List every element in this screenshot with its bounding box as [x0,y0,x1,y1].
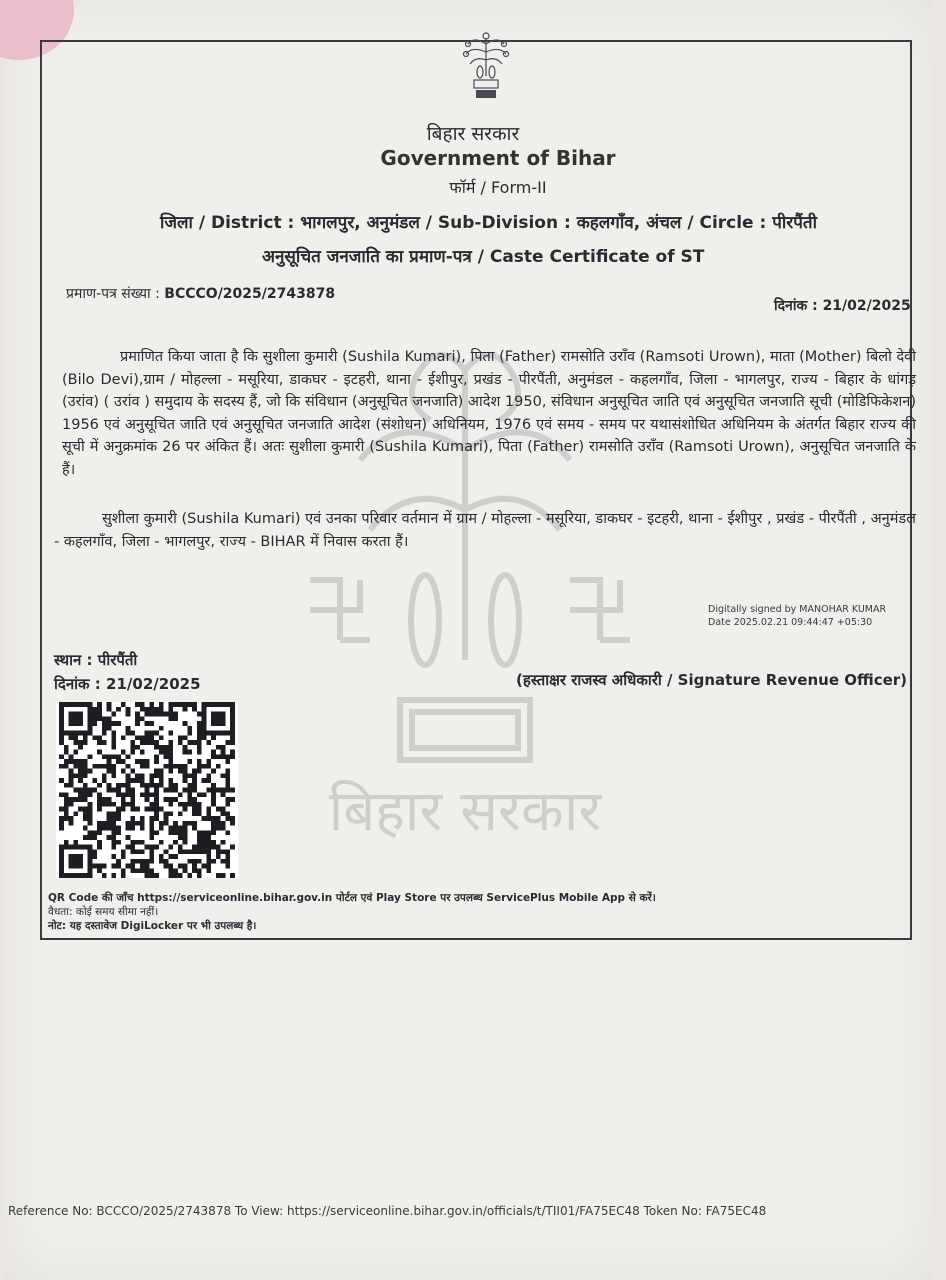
certificate-body-paragraph-2: सुशीला कुमारी (Sushila Kumari) एवं उनका परिवार वर्तमान में ग्राम / मोहल्ला - मसूरिया, डाकघर - इटहरी, थाना - ईशीपुर , प्रखंड - पीरपैंती , अनुमंडल - कहलगाँव, जिला - भागलपुर, राज्य - BIHAR में निवास करता हैं। [54,511,916,550]
certificate-number [66,284,335,303]
district-line: जिला / District : भागलपुर, अनुमंडल / Sub-Division : कहलगाँव, अंचल / Circle : पीरपैंती [160,213,817,233]
digilocker-note: नोट: यह दस्तावेज DigiLocker पर भी उपलब्ध है। [48,920,257,932]
watermark-text: बिहार सरकार [328,779,602,844]
issue-date [774,296,911,315]
officer-signature-label: (हस्ताक्षर राजस्व अधिकारी / Signature Revenue Officer) [516,671,908,689]
place [54,650,137,670]
signature-date-label: दिनांक : [54,675,101,693]
reference-line: Reference No: BCCCO/2025/2743878 To View: https://serviceonline.bihar.gov.in/officials/t/TII01/FA75EC48 Token No: FA75EC48 [8,1204,767,1218]
place-value: पीरपैंती [97,651,138,669]
place-label: स्थान : [54,651,93,669]
government-title: Government of Bihar [380,146,616,170]
signature-date [54,674,201,694]
digital-signature-signer: Digitally signed by MANOHAR KUMAR [708,604,887,615]
signature-date-value: 21/02/2025 [106,675,201,693]
validity-note: वैधता: कोई समय सीमा नहीं। [48,906,159,918]
state-name-hindi: बिहार सरकार [426,123,520,145]
certificate-title: अनुसूचित जनजाति का प्रमाण-पत्र / Caste Certificate of ST [262,247,705,267]
digital-signature-date: Date 2025.02.21 09:44:47 +05:30 [708,617,873,628]
certificate-number-value: BCCCO/2025/2743878 [164,286,336,302]
issue-date-label: दिनांक : [774,298,818,314]
certificate-body-paragraph-1: प्रमाणित किया जाता है कि सुशीला कुमारी (Sushila Kumari), पिता (Father) रामसोति उराँव (Ramsoti Urown), माता (Mother) बिलो देवी (Bilo Devi),ग्राम / मोहल्ला - मसूरिया, डाकघर - इटहरी, थाना - ईशीपुर, प्रखंड - पीरपैंती, अनुमंडल - कहलगाँव, जिला - भागलपुर, राज्य - बिहार के धांगड़ (उरांव) ( उरांव ) समुदाय के सदस्य हैं, जो कि संविधान (अनुसूचित जनजाति) आदेश 1950, संविधान अनुसूचित जाति एवं अनुसूचित जनजाति सूची (मोडिफिकेशन) 1956 एवं अनुसूचित जाति एवं अनुसूचित जनजाति आदेश (संशोधन) अधिनियम, 1976 एवं समय - समय पर यथासंशोधित अधिनियम के अंतर्गत बिहार राज्य की सूची में अनुक्रमांक 26 पर अंकित हैं। अतः सुशीला कुमारी (Sushila Kumari), पिता (Father) रामसोति उराँव (Ramsoti Urown), अनुसूचित जनजाति के हैं। [62,349,916,478]
verification-qr-code[interactable] [56,702,238,878]
issue-date-value: 21/02/2025 [822,298,911,314]
qr-verification-note: QR Code की जाँच https://serviceonline.bihar.gov.in पोर्टल एवं Play Store पर उपलब्ध ServicePlus Mobile App से करें। [48,892,656,904]
certificate-number-label: प्रमाण-पत्र संख्या : [66,286,160,302]
form-label: फॉर्म / Form-II [449,178,547,197]
digital-signature [708,603,886,629]
bihar-emblem-icon [458,30,514,100]
